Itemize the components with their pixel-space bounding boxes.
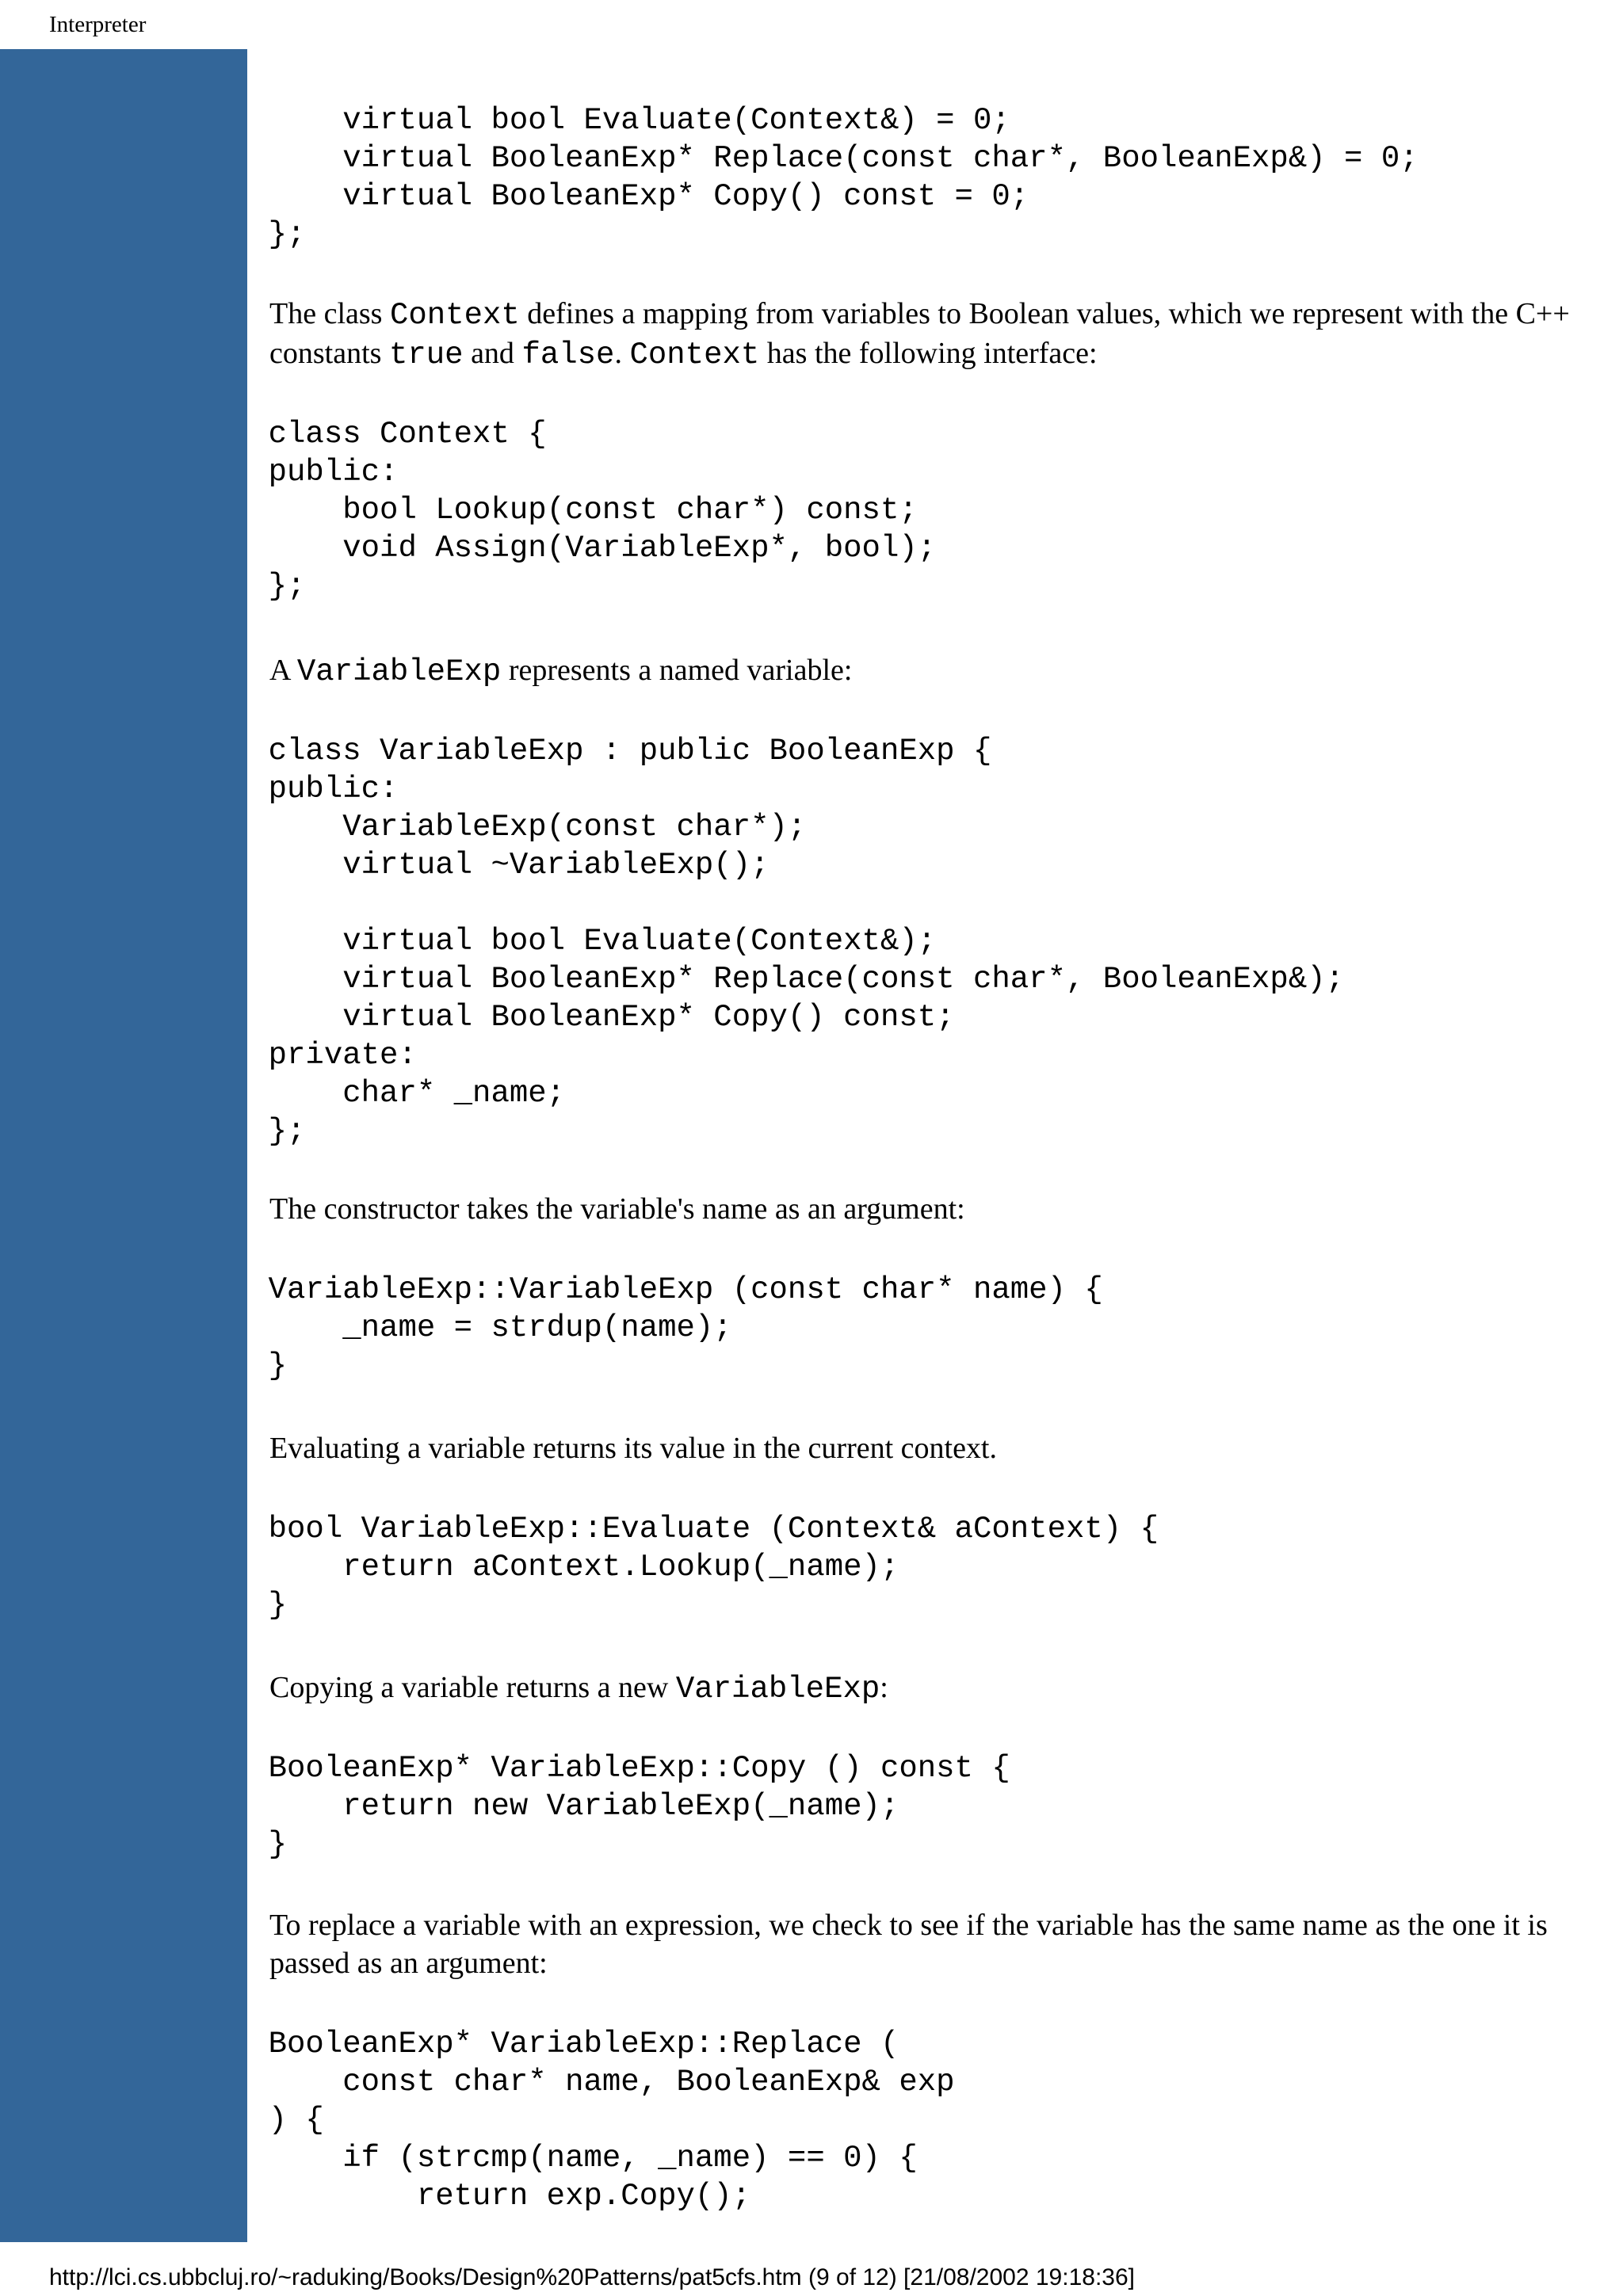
code-line: } — [194, 1348, 288, 1383]
text: The constructor takes the variable's name as an argument: — [269, 1192, 965, 1226]
code-line: void Assign(VariableExp*, bool); — [194, 531, 937, 566]
text: has the following interface: — [759, 337, 1098, 370]
code-block — [194, 732, 991, 884]
code-line: return new VariableExp(_name); — [194, 1789, 899, 1824]
code-line: virtual bool Evaluate(Context&) = 0; — [194, 103, 1010, 138]
code-block — [194, 922, 1344, 1150]
code-line: virtual BooleanExp* Copy() const; — [194, 1000, 955, 1035]
code-line: virtual BooleanExp* Replace(const char*, BooleanExp&) = 0; — [194, 141, 1419, 176]
code-line: }; — [194, 217, 306, 252]
code-line: bool VariableExp::Evaluate (Context& aContext) { — [194, 1512, 1159, 1547]
code-line: ) { — [194, 2103, 324, 2138]
text: : — [880, 1671, 888, 1704]
paragraph — [269, 1669, 1601, 1708]
code-block — [194, 101, 1419, 254]
text: defines a mapping from variables to Boolean values, which we represent with the C++ constants — [269, 297, 1570, 370]
code-line: virtual BooleanExp* Copy() const = 0; — [194, 179, 1029, 214]
text: Evaluating a variable returns its value in the current context. — [269, 1432, 997, 1465]
paragraph — [269, 1429, 1601, 1467]
code-line: }; — [194, 569, 306, 604]
code-line: class VariableExp : public BooleanExp { — [194, 734, 992, 769]
code-line: BooleanExp* VariableExp::Replace ( — [194, 2027, 899, 2061]
code-line: class Context { — [194, 417, 547, 452]
code-line: VariableExp::VariableExp (const char* name) { — [194, 1272, 1103, 1307]
code-term: VariableExp — [296, 654, 502, 689]
paragraph — [269, 1190, 1601, 1228]
code-block — [194, 1271, 1103, 1385]
text: . — [614, 337, 630, 370]
code-line: } — [194, 1588, 288, 1623]
page-header-title: Interpreter — [49, 12, 147, 37]
code-block — [194, 1749, 1010, 1863]
code-block — [194, 1510, 1159, 1624]
text: Copying a variable returns a new — [269, 1671, 676, 1704]
code-line: BooleanExp* VariableExp::Copy () const { — [194, 1751, 1010, 1786]
code-line: if (strcmp(name, _name) == 0) { — [194, 2141, 918, 2176]
code-block — [194, 2025, 955, 2215]
code-line: VariableExp(const char*); — [194, 810, 807, 845]
code-term: false — [521, 338, 615, 372]
code-line: virtual BooleanExp* Replace(const char*, BooleanExp&); — [194, 962, 1345, 997]
code-line: } — [194, 1827, 288, 1862]
code-line: return aContext.Lookup(_name); — [194, 1550, 899, 1585]
code-term: Context — [629, 338, 760, 372]
footer-url: http://lci.cs.ubbcluj.ro/~raduking/Books/Design%20Patterns/pat5cfs.htm (9 of 12) [21/08/2002 19:18:36] — [49, 2264, 1135, 2290]
code-line: char* _name; — [194, 1076, 566, 1111]
code-line: _name = strdup(name); — [194, 1310, 732, 1345]
paragraph — [269, 651, 1601, 691]
code-term: VariableExp — [675, 1672, 880, 1707]
code-line: }; — [194, 1114, 306, 1149]
text: represents a named variable: — [501, 654, 853, 687]
code-line: public: — [194, 772, 399, 807]
text: A — [269, 654, 297, 687]
code-line: private: — [194, 1038, 417, 1073]
text: To replace a variable with an expression, we check to see if the variable has the same name as the one it is passed as an argument: — [269, 1909, 1548, 1980]
paragraph — [269, 1906, 1601, 1982]
code-line: public: — [194, 455, 399, 490]
code-line: return exp.Copy(); — [194, 2179, 751, 2214]
code-line: virtual bool Evaluate(Context&); — [194, 924, 937, 959]
code-term: Context — [389, 298, 520, 333]
code-line: const char* name, BooleanExp& exp — [194, 2065, 955, 2100]
code-line: virtual ~VariableExp(); — [194, 848, 769, 883]
text: The class — [269, 297, 390, 330]
paragraph — [269, 295, 1601, 374]
text: and — [463, 337, 522, 370]
code-line: bool Lookup(const char*) const; — [194, 493, 918, 528]
code-term: true — [388, 338, 464, 372]
code-block — [194, 415, 936, 605]
